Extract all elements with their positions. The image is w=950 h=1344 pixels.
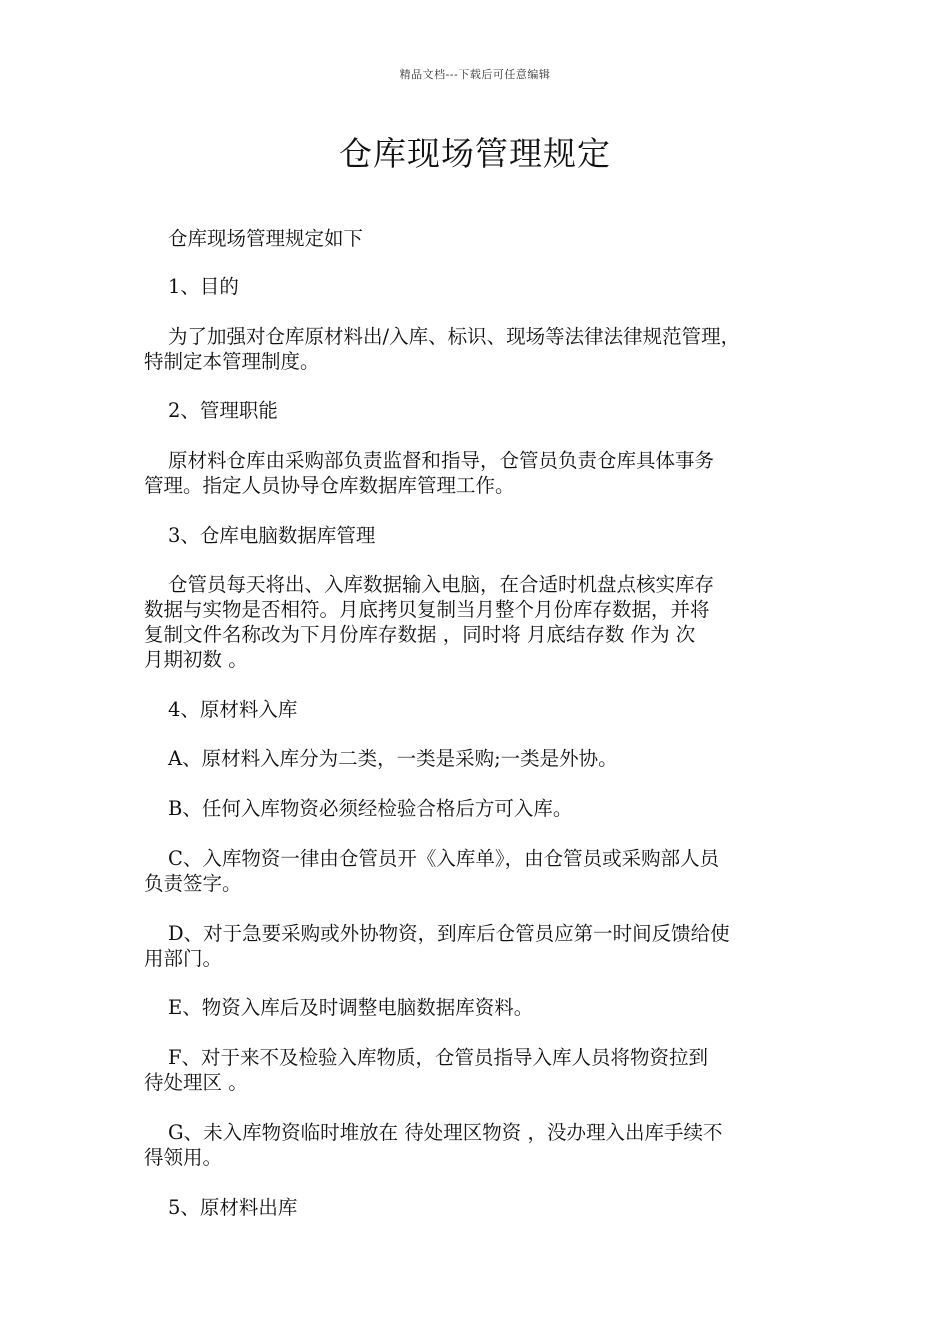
- header-note: 精品文档---下载后可任意编辑: [399, 68, 551, 81]
- purpose-paragraph: [144, 324, 822, 374]
- heading-text: 5、原材料出库: [168, 1196, 298, 1219]
- heading-text: 4、原材料入库: [168, 698, 298, 721]
- section-heading-management: [144, 398, 822, 423]
- page-title: 仓库现场管理规定: [339, 134, 611, 173]
- item-e: [144, 995, 822, 1020]
- paragraph-line: 为了加强对仓库原材料出/入库、标识、现场等法律法律规范管理，: [168, 325, 741, 348]
- management-paragraph: [144, 448, 822, 498]
- paragraph-line: F、对于来不及检验入库物质，仓管员指导入库人员将物资拉到: [168, 1046, 709, 1069]
- item-g: [144, 1120, 822, 1170]
- paragraph-line: 数据与实物是否相符。月底拷贝复制当月整个月份库存数据，并将: [144, 598, 710, 621]
- paragraph-line: 仓管员每天将出、入库数据输入电脑，在合适时机盘点核实库存: [168, 573, 715, 596]
- item-c: [144, 846, 822, 896]
- paragraph-line: G、未入库物资临时堆放在 待处理区物资 ，没办理入出库手续不: [168, 1121, 723, 1144]
- database-paragraph: [144, 572, 822, 672]
- item-f: [144, 1045, 822, 1095]
- item-b: [144, 796, 822, 821]
- paragraph-line: 复制文件名称改为下月份库存数据 ，同时将 月底结存数 作为 次: [144, 623, 696, 646]
- item-d: [144, 921, 822, 971]
- paragraph-line: D、对于急要采购或外协物资，到库后仓管员应第一时间反馈给使: [168, 922, 730, 945]
- heading-text: 3、仓库电脑数据库管理: [168, 524, 376, 547]
- heading-text: 1、目的: [168, 275, 239, 298]
- paragraph-line: B、任何入库物资必须经检验合格后方可入库。: [168, 797, 573, 820]
- section-heading-purpose: [144, 274, 822, 299]
- paragraph-line: A、原材料入库分为二类，一类是采购;一类是外协。: [168, 747, 618, 770]
- section-heading-outbound: [144, 1195, 822, 1220]
- section-heading-database: [144, 523, 822, 548]
- intro-paragraph: [144, 226, 822, 251]
- paragraph-line: 用部门。: [144, 947, 223, 970]
- paragraph-line: 负责签字。: [144, 872, 242, 895]
- paragraph-line: E、物资入库后及时调整电脑数据库资料。: [168, 996, 534, 1019]
- section-heading-inbound: [144, 697, 822, 722]
- paragraph-line: C、入库物资一律由仓管员开《入库单》，由仓管员或采购部人员: [168, 847, 720, 870]
- paragraph-line: 得领用。: [144, 1146, 223, 1169]
- paragraph-line: 待处理区 。: [144, 1071, 248, 1094]
- paragraph-line: 管理。指定人员协导仓库数据库管理工作。: [144, 474, 515, 497]
- intro-line: 仓库现场管理规定如下: [168, 227, 364, 250]
- paragraph-line: 月期初数 。: [144, 648, 248, 671]
- paragraph-line: 特制定本管理制度。: [144, 350, 320, 373]
- heading-text: 2、管理职能: [168, 399, 278, 422]
- paragraph-line: 原材料仓库由采购部负责监督和指导，仓管员负责仓库具体事务: [168, 449, 715, 472]
- item-a: [144, 746, 822, 771]
